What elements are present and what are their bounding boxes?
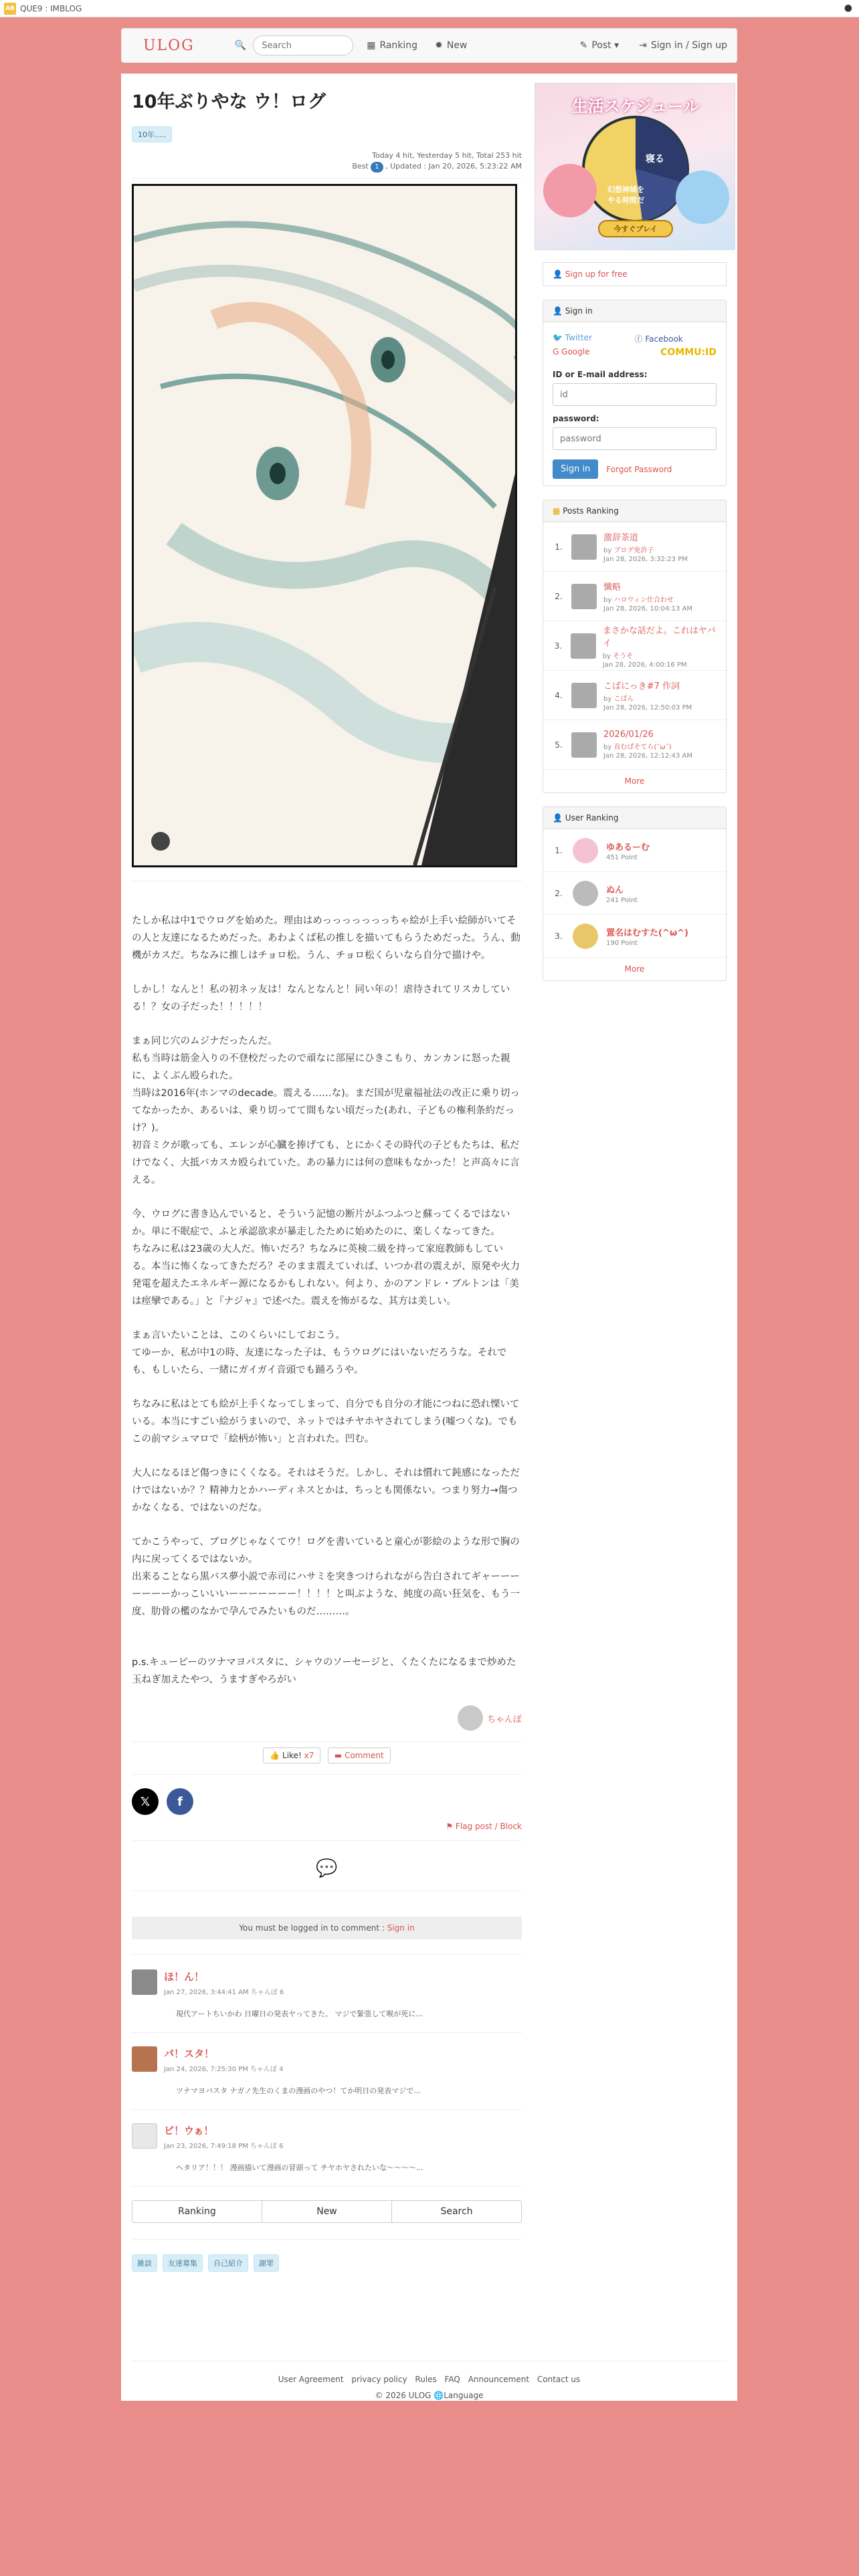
signin-actions	[553, 459, 717, 479]
flag-link[interactable]: ⚑ Flag post / Block	[446, 1822, 522, 1831]
comment-content	[164, 2046, 421, 2096]
search-input[interactable]	[253, 35, 353, 56]
divider	[132, 1741, 522, 1742]
post-paragraph: まぁ言いたいことは、このくらいにしておこう。 てゆーか、私が中1の時、友達になった子は、もうウログにはいないだろうな。それでも、もしいたら、一緒にガイガイ音頭でも踊ろうや。	[132, 1330, 507, 1376]
post-tag[interactable]: 10年.....	[132, 126, 172, 142]
forgot-password-link[interactable]: Forgot Password	[606, 464, 672, 474]
user-rank-item[interactable]: 2. ぬん 241 Point	[543, 872, 726, 915]
facebook-share-icon[interactable]: f	[167, 1788, 193, 1815]
post-paragraph: まぁ同じ穴のムジナだったんだ。 私も当時は筋金入りの不登校だったので頑なに部屋にひきこもり、カンカンに怒った親に、よくぶん殴られた。 当時は2016年(ホンマのdecade。震える……な)。まだ国が児童福祉法の改正に乗り切ってなかったか、あるいは、乗り切ってて間もない頃だった(あれ、子どもの権利条約だっけ？)。 初音ミクが歌っても、エレンが心臓を捧げても、とにかくその時代の子どもたちは、私だけでなく、大抵バカスカ殴られていた。あの暴力には何の意味もなかった！と声高々に言える。	[132, 1036, 520, 1186]
nav-right	[580, 40, 727, 51]
rank-item[interactable]: 3. まさかな話だよ。これはヤバイ by そうそ Jan 28, 2026, 4:00:16 PM	[543, 621, 726, 671]
best-badge: 1	[371, 162, 383, 173]
post-thumbnail	[571, 534, 597, 560]
browser-topbar	[0, 0, 859, 17]
post-thumbnail	[571, 633, 596, 659]
comment-button[interactable]: ▬ Comment	[328, 1747, 391, 1763]
facebook-icon: ⓕ	[634, 334, 643, 344]
user-icon: 👤	[553, 306, 563, 316]
comment-content	[164, 2123, 423, 2173]
search-area	[235, 35, 353, 56]
signin-link[interactable]: ⇥ Sign in / Sign up	[639, 40, 727, 51]
comment-thumbnail	[132, 2123, 157, 2149]
bottom-new-button[interactable]: New	[262, 2201, 392, 2222]
pencil-icon: ✎	[579, 40, 588, 51]
ranking-icon: ▦	[367, 40, 376, 51]
posts-ranking-panel	[543, 500, 727, 793]
comment-title[interactable]: ピ！ウぁ！	[164, 2125, 214, 2137]
date-line: Best 1 , Updated : Jan 20, 2026, 5:23:22 AM	[132, 161, 522, 173]
twitter-login[interactable]: 🐦 Twitter	[553, 333, 592, 342]
signin-heading: 👤 Sign in	[543, 300, 726, 322]
posts-more-link[interactable]: More	[624, 776, 645, 786]
password-label: password:	[553, 414, 599, 423]
social-logins	[553, 329, 717, 362]
divider	[132, 2239, 522, 2240]
post-paragraph: ちなみに私はとても絵が上手くなってしまって、自分でも自分の才能につねに恐れ慄いている。本当にすごい絵がうまいので、ネットではチヤホヤされてしまう(嘘つくな)。でもこの前マシュマロで「絵柄が怖い」と言われた。凹む。	[132, 1399, 520, 1444]
post-paragraph: たしか私は中1でウログを始めた。理由はめっっっっっっっちゃ絵が上手い絵師がいてその人と友達になるためだった。あわよくば私の推しを描いてもらうためだった。うん、動機がカスだ。ちなみに推しはチョロ松。うん、チョロ松くらいなら自分で描けや。	[132, 916, 520, 961]
category-tags	[132, 2254, 522, 2272]
thumbs-up-icon: 👍	[270, 1751, 280, 1760]
comment-body: ヘタリア！！！ 漫画描いて漫画の冒頭って チヤホヤされたいな〜〜〜〜...	[176, 2163, 423, 2172]
main-container	[121, 74, 737, 2401]
rank-item[interactable]: 4. こばにっき#7 作詞 by こばん Jan 28, 2026, 12:50:03 PM	[543, 671, 726, 720]
signup-panel[interactable]: 👤 Sign up for free	[543, 262, 727, 286]
comment-icon: ▬	[334, 1751, 343, 1760]
posts-ranking-heading: ▦ Posts Ranking	[543, 500, 726, 522]
comment-meta: Jan 24, 2026, 7:25:30 PM ちゃんぽ 4	[164, 2066, 284, 2073]
rank-item[interactable]: 2. 懺略 by ハロウィン仕合わせ Jan 28, 2026, 10:04:13 AM	[543, 572, 726, 621]
comment-body: ツナマヨパスタ ナガノ先生のくまの漫画のやつ！てか明日の発表マジで...	[176, 2086, 421, 2095]
divider	[132, 1840, 522, 1841]
footer-link[interactable]: FAQ	[444, 2375, 460, 2384]
search-icon: 🔍	[234, 40, 247, 51]
language-link[interactable]: Language	[444, 2391, 484, 2400]
divider	[132, 2186, 522, 2187]
flag-icon: ⚑	[446, 1822, 454, 1831]
author-link[interactable]: ちゃんぽ	[486, 1714, 522, 1725]
comment-item[interactable]	[132, 2046, 522, 2096]
footer-link[interactable]: User Agreement	[278, 2375, 344, 2384]
comment-title[interactable]: ほ！ん！	[164, 1971, 205, 1983]
banner-title: 生活スケジュール	[571, 97, 700, 116]
footer-link[interactable]: Announcement	[468, 2375, 530, 2384]
footer-link[interactable]: Rules	[415, 2375, 437, 2384]
comment-item[interactable]	[132, 1969, 522, 2019]
signin-icon: ⇥	[639, 40, 647, 51]
illustration-drawing	[134, 186, 515, 865]
login-link[interactable]: Sign in	[387, 1923, 415, 1933]
nav-new[interactable]: ✹ New	[435, 40, 468, 51]
commuid-login[interactable]: COMMU:ID	[660, 347, 717, 358]
users-more-link[interactable]: More	[624, 964, 645, 974]
share-row	[132, 1788, 522, 1815]
footer	[121, 2361, 737, 2400]
comment-body: 現代アートちいかわ 日曜日の発表ヤってきた。 マジで緊張して喉が死に...	[176, 2010, 423, 2018]
post-title: 10年ぶりやな ウ！ログ	[132, 92, 326, 112]
divider	[132, 1954, 522, 1955]
rank-item[interactable]: 1. 激辞茶道 by ブログ免許子 Jan 28, 2026, 3:32:23 PM	[543, 522, 726, 572]
comment-item[interactable]	[132, 2123, 522, 2173]
post-stats	[132, 150, 522, 173]
id-label: ID or E-mail address:	[553, 370, 648, 379]
reaction-row	[132, 1747, 522, 1763]
password-input[interactable]	[553, 427, 717, 450]
bottom-search-button[interactable]: Search	[440, 2206, 473, 2217]
comments-icon: 💬	[316, 1858, 338, 1879]
login-to-comment: You must be logged in to comment : Sign in	[132, 1917, 522, 1939]
divider	[132, 2032, 522, 2033]
post-paragraph: 大人になるほど傷つきにくくなる。それはそうだ。しかし、それは慣れて鈍感になっただけではないか？？精神力とかハーディネスとかは、ちっとも関係ない。つまり努力→傷つかなくなる、ではないのだな。	[132, 1468, 520, 1513]
post-paragraph: しかし！なんと！私の初ネッ友は！なんとなんと！同い年の！虐待されてリスカしている！？女の子だった！！！！！	[132, 984, 510, 1012]
google-login[interactable]: G Google	[553, 347, 590, 356]
bottom-ranking-button[interactable]: Ranking	[132, 2201, 262, 2222]
user-icon: 👤	[553, 813, 563, 823]
nav-ranking[interactable]: ▦ Ranking	[367, 40, 418, 51]
user-avatar	[573, 881, 598, 906]
divider	[132, 1774, 522, 1775]
post-paragraph: てかこうやって、ブログじゃなくてウ！ログを書いていると童心が影絵のような形で胸の内に戻ってくるではないか。 出来ることなら黒バス夢小説で赤司にハサミを突きつけられながら告白されてギャーーーーーーーかっこいいいーーーーーーー！！！！と叫ぶような、純度の高い狂気を、もう一度、肋骨の檻のなかで孕んでみたいものだ………。	[132, 1537, 520, 1617]
user-ranking-panel	[543, 807, 727, 981]
footer-link[interactable]: Contact us	[537, 2375, 581, 2384]
hit-stats: Today 4 hit, Yesterday 5 hit, Total 253 hit	[372, 151, 522, 160]
comment-content	[164, 1969, 423, 2019]
divider	[132, 2109, 522, 2110]
bottom-nav	[132, 2200, 522, 2223]
ranking-icon: ▦	[553, 506, 561, 516]
app-title: QUE9 : IMBLOG	[20, 3, 82, 13]
globe-icon: 🌐	[434, 2391, 444, 2400]
signin-body	[543, 322, 726, 486]
signin-panel	[543, 300, 727, 486]
post-body	[132, 912, 522, 1689]
user-plus-icon: 👤	[553, 270, 563, 279]
author-row	[132, 1705, 522, 1731]
comment-meta: Jan 23, 2026, 7:49:18 PM ちゃんぽ 6	[164, 2143, 284, 2150]
copyright: © 2026 ULOG	[375, 2391, 432, 2400]
site-navbar	[121, 28, 737, 63]
comment-meta: Jan 27, 2026, 3:44:41 AM ちゃんぽ 6	[164, 1989, 284, 1996]
post-thumbnail	[571, 584, 597, 609]
close-icon[interactable]: ●	[844, 3, 852, 13]
app-logo-icon: AB	[4, 3, 16, 15]
google-icon: G	[553, 347, 559, 356]
banner-play-button[interactable]: 今すぐプレイ	[613, 225, 658, 233]
category-tag[interactable]: 友達募集	[163, 2254, 203, 2272]
rank-item[interactable]: 5. 2026/01/26 by 直むぱそてら(ˆωˆ) Jan 28, 2026, 12:12:43 AM	[543, 720, 726, 770]
banner-sub: 寝る	[646, 154, 664, 165]
comment-thumbnail	[132, 2046, 157, 2072]
twitter-icon: 🐦	[553, 333, 563, 342]
user-rank-item[interactable]: 3. 置名はむすた(^ω^) 190 Point	[543, 915, 726, 958]
user-rank-item[interactable]: 1. ゆあるーむ 451 Point	[543, 829, 726, 872]
like-button[interactable]: 👍 Like! x7	[263, 1747, 320, 1763]
post-paragraph: 今、ウログに書き込んでいると、そういう記憶の断片がふつふつと蘇ってくるではないか。単に不眠症で、ふと承認欲求が暴走したために始めたのに、楽しくなってきた。 ちなみに私は23歳の大人だ。怖いだろ？ちなみに英検二級を持って家庭教師もしている。本当に怖くなってきただろ？そのまま震えていれば、いつか君の震えが、原発や火力発電を超えたエネルギー源になるかもしれない。何より、かのアンドレ・ブルトンは「美は痙攣である。」と『ナジャ』で述べた。震えを怖がるな、其方は美しい。	[132, 1209, 520, 1307]
footer-link[interactable]: privacy policy	[351, 2375, 407, 2384]
user-avatar	[573, 924, 598, 949]
post-paragraph: p.s.キューピーのツナマヨパスタに、シャウのソーセージと、くたくたになるまで炒めた玉ねぎ加えたやつ、うますぎやろがい	[132, 1657, 516, 1685]
author-avatar[interactable]	[458, 1705, 483, 1731]
user-avatar	[573, 838, 598, 863]
new-icon: ✹	[435, 40, 443, 51]
comment-title[interactable]: パ！スタ！	[164, 2048, 215, 2060]
signin-button[interactable]: Sign in	[553, 459, 598, 479]
divider	[132, 178, 522, 179]
footer-bottom	[121, 2391, 737, 2400]
sidebar	[543, 83, 727, 981]
post-thumbnail	[571, 732, 597, 758]
id-input[interactable]	[553, 383, 717, 406]
brand-logo[interactable]: ULOG	[143, 37, 195, 54]
comment-thumbnail	[132, 1969, 157, 1995]
article	[132, 80, 522, 2272]
post-thumbnail	[571, 683, 597, 708]
category-tag[interactable]: 自己紹介	[208, 2254, 248, 2272]
banner-text: 幻想神域を やる時間だ	[607, 185, 644, 205]
x-share-icon[interactable]: 𝕏	[132, 1788, 159, 1815]
user-ranking-heading: 👤 User Ranking	[543, 807, 726, 829]
category-tag[interactable]: 雑談	[132, 2254, 157, 2272]
footer-links	[121, 2375, 737, 2384]
category-tag[interactable]: 謝罪	[254, 2254, 279, 2272]
facebook-login[interactable]: ⓕ Facebook	[634, 334, 683, 344]
post-illustration	[132, 184, 517, 867]
post-dropdown[interactable]: ✎ Post ▾	[579, 40, 619, 51]
ad-banner[interactable]	[535, 83, 735, 250]
